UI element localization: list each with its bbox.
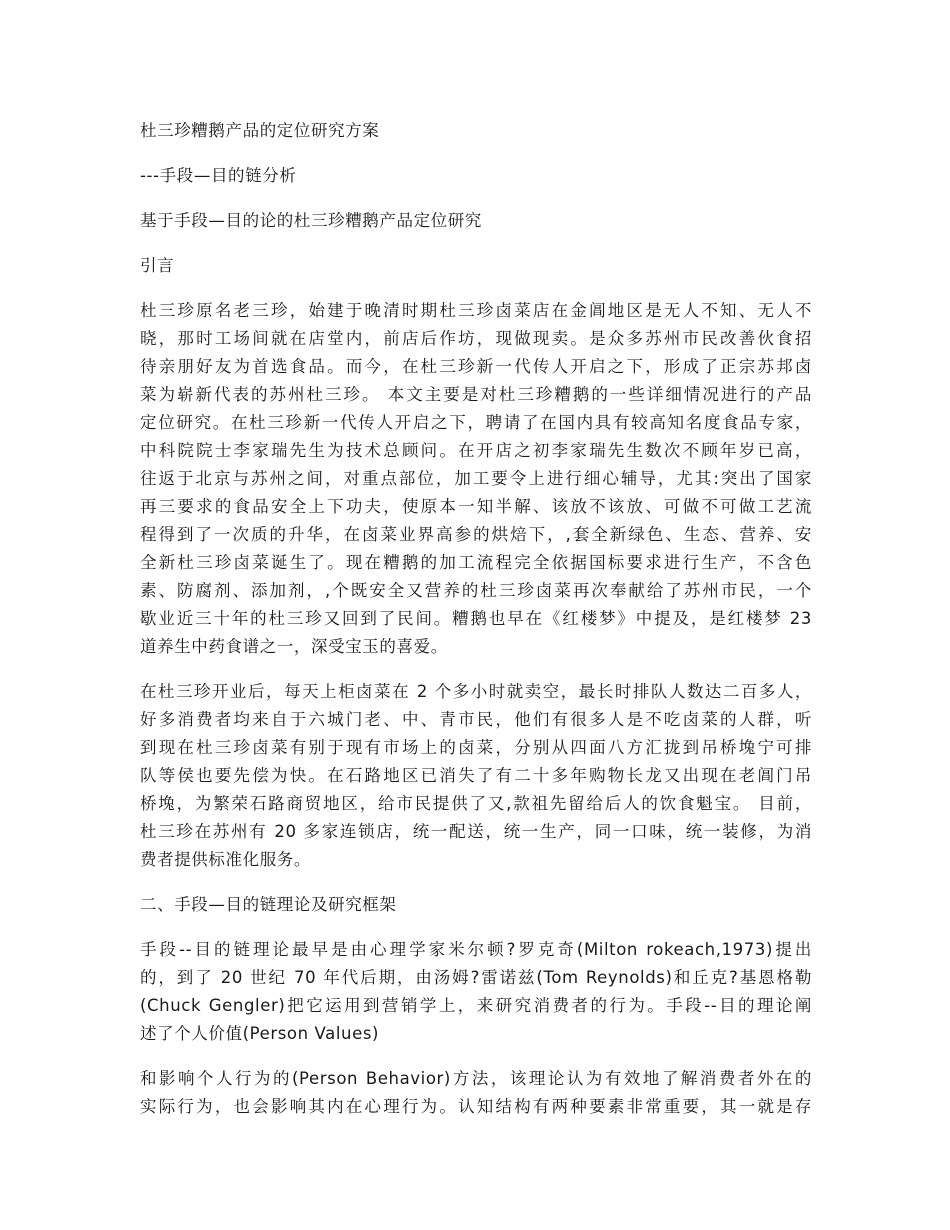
paragraph-line: 定位研究。在杜三珍新一代传人开启之下，聘请了在国内具有较高知名度食品专家， bbox=[140, 413, 812, 432]
paragraph-line: 杜三珍原名老三珍，始建于晚清时期杜三珍卤菜店在金阊地区是无人不知、无人不 bbox=[140, 301, 812, 320]
paragraph-line: 菜为崭新代表的苏州杜三珍。 本文主要是对杜三珍糟鹅的一些详细情况进行的产品 bbox=[140, 385, 812, 404]
paragraph-line: 手段--目的链理论最早是由心理学家米尔顿?罗克奇(Milton rokeach,1973)提出 bbox=[140, 940, 812, 959]
paragraph-line: 好多消费者均来自于六城门老、中、青市民，他们有很多人是不吃卤菜的人群，听 bbox=[140, 710, 812, 729]
paragraph-line: 的，到了 20 世纪 70 年代后期，由汤姆?雷诺兹(Tom Reynolds)和丘克?基恩格勒 bbox=[140, 968, 812, 987]
section-heading-intro: 引言 bbox=[140, 256, 175, 275]
paragraph-line: 歇业近三十年的杜三珍又回到了民间。糟鹅也早在《红楼梦》中提及，是红楼梦 23 bbox=[140, 609, 812, 628]
paragraph-line: 费者提供标准化服务。 bbox=[140, 850, 311, 869]
section-heading-theory: 二、手段—目的链理论及研究框架 bbox=[140, 895, 397, 914]
document-subtitle: ---手段—目的链分析 bbox=[140, 166, 297, 185]
paragraph-line: 桥堍，为繁荣石路商贸地区，给市民提供了又,款祖先留给后人的饮食魁宝。 目前， bbox=[140, 794, 812, 813]
paragraph-line: 和影响个人行为的(Person Behavior)方法，该理论认为有效地了解消费者外在的 bbox=[140, 1069, 812, 1088]
document-title: 杜三珍糟鹅产品的定位研究方案 bbox=[140, 121, 380, 140]
paragraph-line: 晓，那时工场间就在店堂内，前店后作坊，现做现卖。是众多苏州市民改善伙食招 bbox=[140, 329, 812, 348]
paragraph-intro bbox=[140, 297, 812, 661]
paragraph-line: 道养生中药食谱之一，深受宝玉的喜爱。 bbox=[140, 637, 448, 656]
paragraph-line: 全新杜三珍卤菜诞生了。现在糟鹅的加工流程完全依据国标要求进行生产，不含色 bbox=[140, 553, 812, 572]
paragraph-opening bbox=[140, 678, 812, 874]
paragraph-line: 素、防腐剂、添加剂，,个既安全又营养的杜三珍卤菜再次奉献给了苏州市民，一个 bbox=[140, 581, 812, 600]
paragraph-line: 往返于北京与苏州之间，对重点部位，加工要令上进行细心辅导，尤其:突出了国家 bbox=[140, 469, 812, 488]
paragraph-line: 在杜三珍开业后，每天上柜卤菜在 2 个多小时就卖空，最长时排队人数达二百多人， bbox=[140, 682, 812, 701]
paragraph-line: 程得到了一次质的升华，在卤菜业界高参的烘焙下，,套全新绿色、生态、营养、安 bbox=[140, 525, 812, 544]
paragraph-line: 杜三珍在苏州有 20 多家连锁店，统一配送，统一生产，同一口味，统一装修，为消 bbox=[140, 822, 812, 841]
paragraph-line: (Chuck Gengler)把它运用到营销学上，来研究消费者的行为。手段--目的理论阐 bbox=[140, 996, 812, 1015]
document-page bbox=[140, 117, 812, 1138]
paragraph-line: 实际行为，也会影响其内在心理行为。认知结构有两种要素非常重要，其一就是存 bbox=[140, 1097, 812, 1116]
paragraph-line: 待亲朋好友为首选食品。而今，在杜三珍新一代传人开启之下，形成了正宗苏邦卤 bbox=[140, 357, 812, 376]
paragraph-theory bbox=[140, 936, 812, 1048]
paragraph-line: 再三要求的食品安全上下功夫，使原本一知半解、该放不该放、可做不可做工艺流 bbox=[140, 497, 812, 516]
main-heading: 基于手段—目的论的杜三珍糟鹅产品定位研究 bbox=[140, 211, 482, 230]
paragraph-line: 队等侯也要先偿为快。在石路地区已消失了有二十多年购物长龙又出现在老阊门吊 bbox=[140, 766, 812, 785]
paragraph-behavior bbox=[140, 1065, 812, 1121]
paragraph-line: 中科院院士李家瑞先生为技术总顾问。在开店之初李家瑞先生数次不顾年岁已高， bbox=[140, 441, 812, 460]
paragraph-line: 到现在杜三珍卤菜有别于现有市场上的卤菜，分别从四面八方汇拢到吊桥堍宁可排 bbox=[140, 738, 812, 757]
paragraph-line: 述了个人价值(Person Values) bbox=[140, 1024, 380, 1043]
